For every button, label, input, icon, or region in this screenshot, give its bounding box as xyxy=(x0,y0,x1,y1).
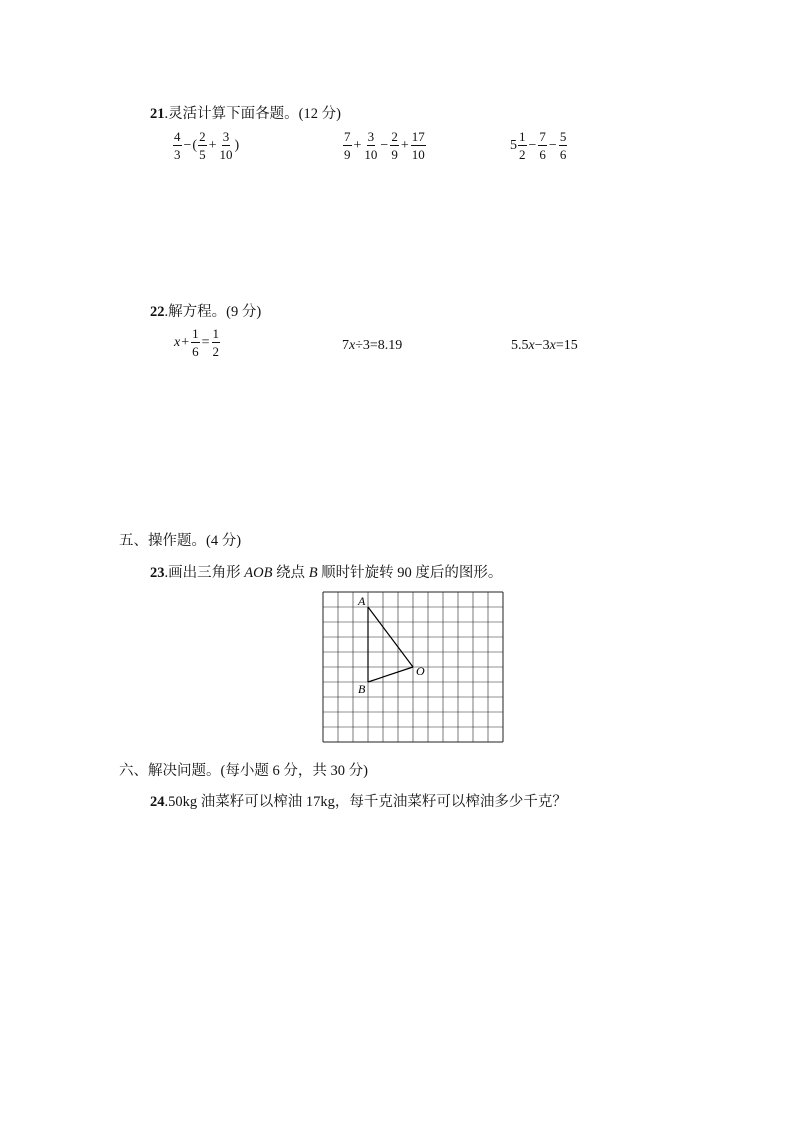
point-label-a: A xyxy=(358,594,366,608)
question-24-number: 24 xyxy=(150,794,165,810)
variable: x xyxy=(349,338,356,353)
fraction xyxy=(191,327,200,358)
numerator: 4 xyxy=(174,129,181,144)
fraction xyxy=(411,130,426,161)
numerator: 1 xyxy=(212,326,220,341)
numerator: 3 xyxy=(367,129,375,144)
point-label-o: O xyxy=(416,664,425,678)
triangle-side xyxy=(368,667,413,682)
denominator: 5 xyxy=(199,147,206,162)
numerator: 3 xyxy=(222,129,230,144)
expression-21-1 xyxy=(172,130,239,161)
numerator: 2 xyxy=(199,129,206,144)
operator: + xyxy=(400,137,409,153)
fraction xyxy=(173,130,182,161)
section-5-title: 五、操作题。(4 分) xyxy=(119,533,242,549)
fraction xyxy=(198,130,207,161)
numerator: 1 xyxy=(192,326,199,341)
denominator: 6 xyxy=(539,147,546,162)
equation-rest: ÷3=8.19 xyxy=(355,338,403,353)
fraction xyxy=(518,130,527,161)
numerator: 5 xyxy=(559,129,567,144)
question-23-title xyxy=(150,561,502,582)
fraction xyxy=(343,130,352,161)
paren-left: ( xyxy=(192,137,198,153)
question-23-text-part: 绕点 xyxy=(272,565,309,581)
denominator: 6 xyxy=(192,344,199,359)
question-22-number: 22 xyxy=(150,304,165,320)
equation-middle: −3 xyxy=(534,338,550,353)
operator: − xyxy=(548,137,557,153)
variable: x xyxy=(549,338,556,353)
equals-sign: = xyxy=(201,334,210,350)
question-21-text: .灵活计算下面各题。(12 分) xyxy=(164,106,341,122)
fraction xyxy=(559,130,568,161)
question-22-text: .解方程。(9 分) xyxy=(164,304,262,320)
question-21-number: 21 xyxy=(150,106,165,122)
operator: − xyxy=(183,137,192,153)
denominator: 2 xyxy=(519,147,526,162)
equation-22-2 xyxy=(342,338,402,354)
question-24-text: .50kg 油菜籽可以榨油 17kg，每千克油菜籽可以榨油多少千克？ xyxy=(164,794,567,810)
question-24-title xyxy=(150,790,567,811)
fraction xyxy=(538,130,547,161)
numerator: 7 xyxy=(344,129,351,144)
denominator: 10 xyxy=(364,147,378,162)
equation-22-3 xyxy=(511,338,578,354)
operator: + xyxy=(208,137,217,153)
fraction xyxy=(218,130,233,161)
numerator: 17 xyxy=(411,129,425,144)
operator: + xyxy=(181,334,190,350)
coefficient: 5.5 xyxy=(511,338,529,353)
variable: x xyxy=(528,338,535,353)
section-6-title: 六、解决问题。(每小题 6 分，共 30 分) xyxy=(119,763,368,779)
expression-21-2 xyxy=(342,130,427,161)
question-22-title xyxy=(150,300,261,321)
rotation-grid-figure xyxy=(322,591,502,743)
operator: + xyxy=(353,137,362,153)
whole-number: 5 xyxy=(510,137,517,153)
fraction xyxy=(390,130,399,161)
denominator: 9 xyxy=(344,147,351,162)
coefficient: 7 xyxy=(342,338,349,353)
equation-22-1 xyxy=(174,327,221,358)
numerator: 2 xyxy=(391,129,398,144)
equation-rest: =15 xyxy=(555,338,578,353)
paren-right: ) xyxy=(234,137,240,153)
numerator: 1 xyxy=(519,129,526,144)
question-23-text-part: .画出三角形 xyxy=(164,565,245,581)
triangle-name: AOB xyxy=(244,565,273,581)
grid-drawing xyxy=(322,591,504,745)
question-21-title xyxy=(150,102,341,123)
point-label-b: B xyxy=(358,682,366,696)
fraction xyxy=(363,130,378,161)
numerator: 7 xyxy=(539,129,546,144)
point-name: B xyxy=(308,565,318,581)
denominator: 9 xyxy=(391,147,398,162)
operator: − xyxy=(528,137,537,153)
expression-21-3 xyxy=(510,130,568,161)
denominator: 10 xyxy=(411,147,425,162)
question-23-number: 23 xyxy=(150,565,165,581)
variable: x xyxy=(174,334,181,350)
denominator: 6 xyxy=(559,147,567,162)
question-23-text-part: 顺时针旋转 90 度后的图形。 xyxy=(317,565,503,581)
denominator: 2 xyxy=(212,344,220,359)
operator: − xyxy=(380,137,389,153)
fraction xyxy=(212,327,221,358)
denominator: 10 xyxy=(219,147,233,162)
denominator: 3 xyxy=(174,147,181,162)
